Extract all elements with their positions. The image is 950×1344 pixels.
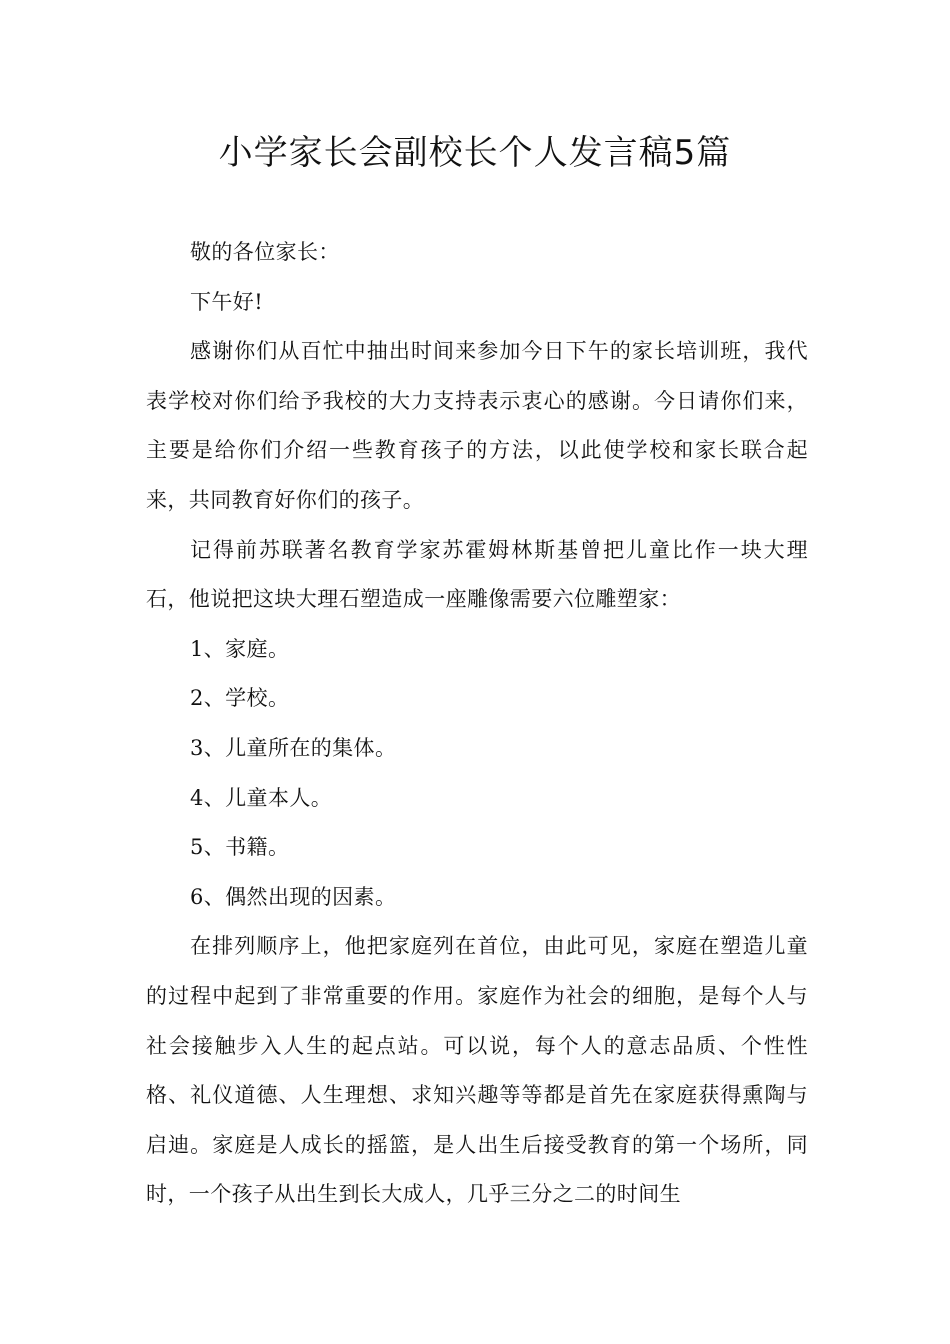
- document-title: 小学家长会副校长个人发言稿5篇: [218, 133, 732, 173]
- paragraph-quote-intro: 记得前苏联著名教育学家苏霍姆林斯基曾把儿童比作一块大理石，他说把这块大理石塑造成一座雕像需要六位雕塑家：: [146, 537, 808, 612]
- list-item: 5、书籍。: [190, 835, 290, 860]
- document-body: [146, 228, 808, 1220]
- list-item: 1、家庭。: [190, 636, 290, 661]
- list-item: 3、儿童所在的集体。: [190, 735, 397, 760]
- list-item: 2、学校。: [190, 686, 290, 711]
- paragraph-family-role: 在排列顺序上，他把家庭列在首位，由此可见，家庭在塑造儿童的过程中起到了非常重要的作用。家庭作为社会的细胞，是每个人与社会接触步入人生的起点站。可以说，每个人的意志品质、个性性格、礼仪道德、人生理想、求知兴趣等等都是首先在家庭获得熏陶与启迪。家庭是人成长的摇篮，是人出生后接受教育的第一个场所，同时，一个孩子从出生到长大成人，几乎三分之二的时间生: [146, 934, 808, 1207]
- list-item: 6、偶然出现的因素。: [190, 884, 397, 909]
- paragraph-salutation: 下午好!: [190, 289, 264, 314]
- paragraph-thanks: 感谢你们从百忙中抽出时间来参加今日下午的家长培训班，我代表学校对你们给予我校的大力支持表示衷心的感谢。今日请你们来，主要是给你们介绍一些教育孩子的方法，以此使学校和家长联合起来，共同教育好你们的孩子。: [146, 339, 808, 512]
- paragraph-greeting: 敬的各位家长：: [190, 240, 340, 264]
- list-item: 4、儿童本人。: [190, 785, 333, 810]
